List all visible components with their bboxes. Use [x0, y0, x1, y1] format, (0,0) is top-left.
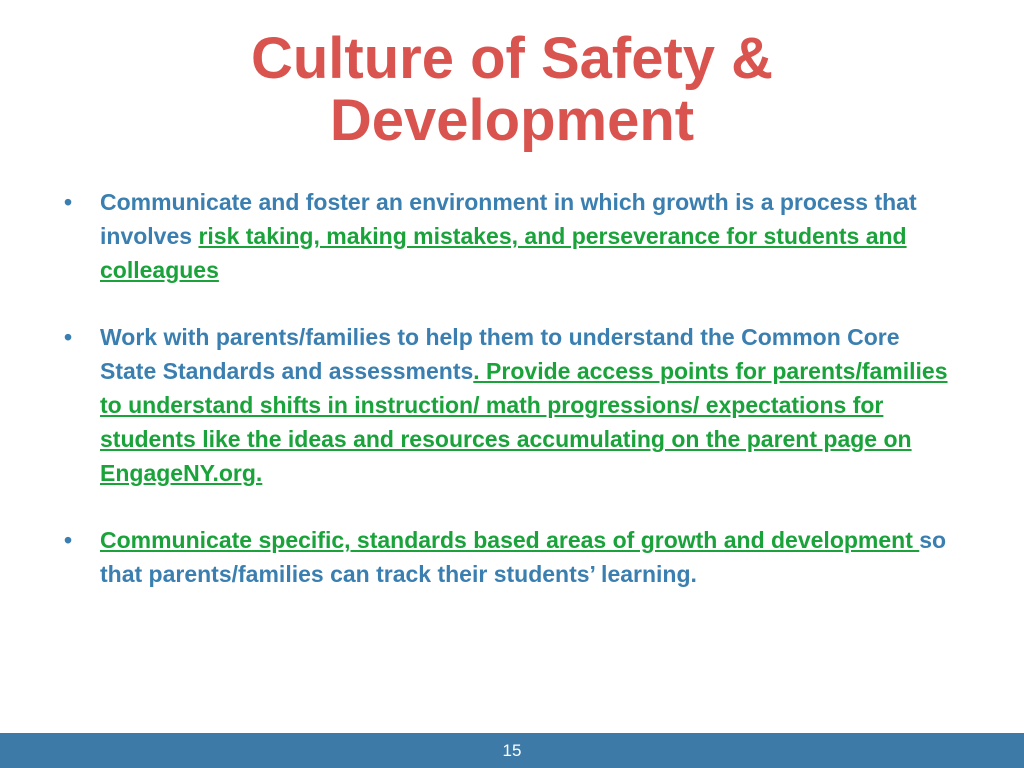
bullet-text-after: so that parents/families can track their students’ learning. — [100, 527, 947, 587]
slide-title-line-2: Development — [329, 88, 695, 153]
footer-bar — [0, 733, 1024, 768]
bullet-text: Communicate and foster an environment in which growth is a process that involves — [100, 189, 917, 249]
bullet-item-3 — [58, 523, 958, 591]
slide-title-line-1: Culture of Safety & — [250, 26, 774, 91]
bullet-highlight-link[interactable]: . Provide access points for parents/families to understand shifts in instruction/ math progressions/ expectations for students like the ideas and resources accumulating on the parent page on EngageNY.org. — [100, 358, 948, 486]
bullet-highlight-link[interactable]: Communicate specific, standards based areas of growth and development — [100, 527, 920, 553]
page-number: 15 — [502, 741, 522, 760]
bullet-dot-icon: • — [63, 189, 73, 215]
bullet-dot-icon: • — [63, 324, 73, 350]
bullet-item-2 — [58, 320, 958, 490]
slide-title — [0, 28, 1024, 152]
bullet-dot-icon: • — [63, 527, 73, 553]
bullet-item-1 — [58, 185, 958, 287]
bullet-text: Work with parents/families to help them to understand the Common Core State Standards and assessments — [100, 324, 900, 384]
bullet-highlight-link[interactable]: risk taking, making mistakes, and perseverance for students and colleagues — [100, 223, 907, 283]
bullet-list — [58, 185, 958, 591]
